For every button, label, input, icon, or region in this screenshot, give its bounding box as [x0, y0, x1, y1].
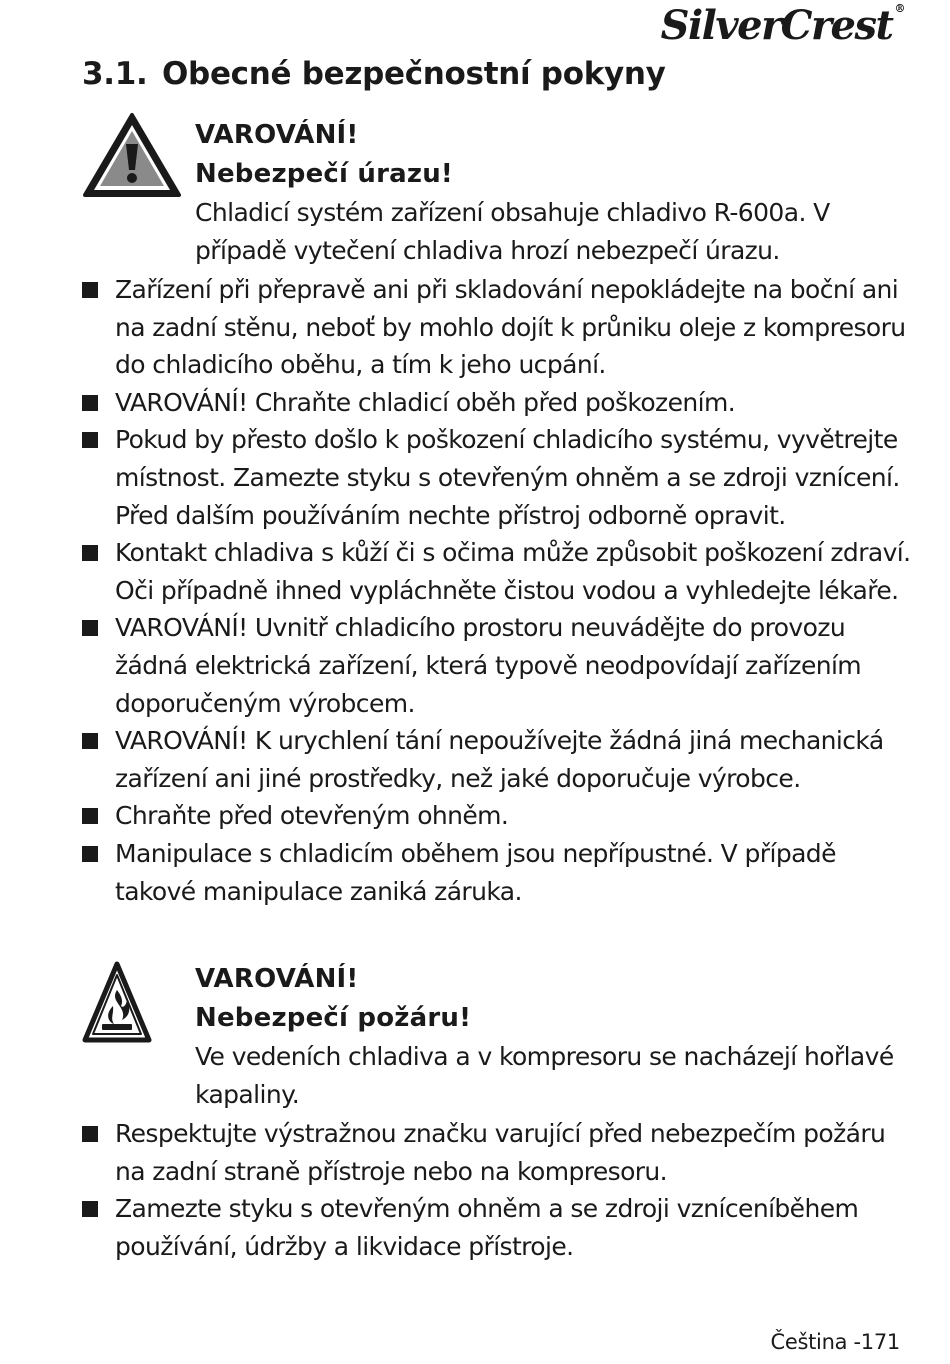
- fire-triangle-icon: [82, 960, 152, 1044]
- warning-heading: VAROVÁNÍ!: [195, 964, 359, 994]
- list-item: Zařízení při přepravě ani při skladování nepokládejte na boční ani na zadní stěnu, neboť by mohlo dojít k průniku oleje z kompresoru do chladicího oběhu, a tím k jeho ucpání.: [82, 271, 912, 384]
- brand-logo: [661, 2, 904, 49]
- section-heading: [82, 56, 666, 92]
- list-item: Respektujte výstražnou značku varující před nebezpečím požáru na zadní straně přístroje nebo na kompresoru.: [82, 1115, 912, 1190]
- page-footer: Čeština -171: [770, 1330, 900, 1354]
- exclamation-triangle-icon: [82, 112, 182, 198]
- warning-subheading: Nebezpečí požáru!: [195, 1003, 472, 1033]
- warning-fire: [195, 960, 915, 1114]
- warning-text: Ve vedeních chladiva a v kompresoru se nacházejí hořlavé kapaliny.: [195, 1042, 894, 1109]
- warning-subheading: Nebezpečí úrazu!: [195, 159, 453, 189]
- warning-text: Chladicí systém zařízení obsahuje chladivo R-600a. V případě vytečení chladiva hrozí nebezpečí úrazu.: [195, 198, 830, 265]
- list-item: VAROVÁNÍ! K urychlení tání nepoužívejte žádná jiná mechanická zařízení ani jiné prostředky, než jaké doporučuje výrobce.: [82, 722, 912, 797]
- safety-list-2: [82, 1115, 912, 1265]
- list-item: VAROVÁNÍ! Uvnitř chladicího prostoru neuvádějte do provozu žádná elektrická zařízení, která typově neodpovídají zařízením doporučeným výrobcem.: [82, 609, 912, 722]
- brand-name: SilverCrest: [660, 2, 893, 49]
- list-item: Manipulace s chladicím oběhem jsou nepřípustné. V případě takové manipulace zaniká záruka.: [82, 835, 912, 910]
- warning-injury: [195, 116, 915, 270]
- list-item: Pokud by přesto došlo k poškození chladicího systému, vyvětrejte místnost. Zamezte styku s otevřeným ohněm a se zdroji vznícení. Před dalším používáním nechte přístroj odborně opravit.: [82, 421, 912, 534]
- list-item: Zamezte styku s otevřeným ohněm a se zdroji vzníceníběhem používání, údržby a likvidace přístroje.: [82, 1190, 912, 1265]
- list-item: Chraňte před otevřeným ohněm.: [82, 797, 912, 835]
- warning-heading: VAROVÁNÍ!: [195, 120, 359, 150]
- registered-mark: ®: [894, 2, 904, 15]
- section-title: Obecné bezpečnostní pokyny: [162, 56, 666, 92]
- list-item: VAROVÁNÍ! Chraňte chladicí oběh před poškozením.: [82, 384, 912, 422]
- list-item: Kontakt chladiva s kůží či s očima může způsobit poškození zdraví. Oči případně ihned vypláchněte čistou vodou a vyhledejte lékaře.: [82, 534, 912, 609]
- section-number: 3.1.: [82, 56, 148, 92]
- safety-list-1: [82, 271, 912, 910]
